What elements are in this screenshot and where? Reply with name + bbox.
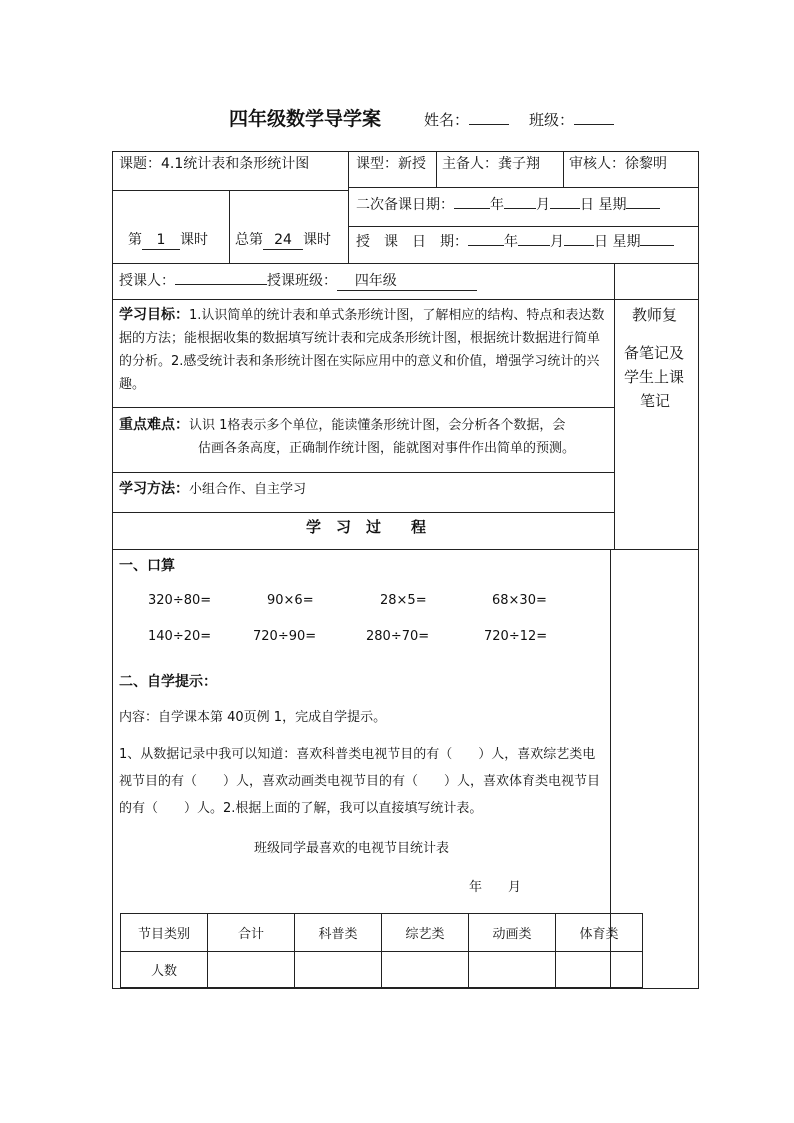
stat-header-animation: 动画类 [469,914,556,952]
process-title: 学 习 过 程 [306,518,427,536]
key-points-line-1 [119,416,565,435]
total-lesson-number [235,231,331,250]
teach-day-label: 日 [594,234,608,250]
lesson-number [128,231,208,250]
stat-table [120,913,643,988]
total-number-value[interactable]: 24 [263,231,303,250]
teach-year-label: 年 [504,234,518,250]
second-prep-date-label: 二次备课日期： [356,197,454,213]
section-2-content: 内容：自学课本第 40页例 1，完成自学提示。 [119,710,387,725]
stat-cell-science[interactable] [295,952,382,988]
day-label: 日 [580,197,594,213]
preparer-cell: 主备人：龚子翔 [442,156,540,172]
key-points-text-1: 认识 1格表示多个单位，能读懂条形统计图，会分析各个数据，会 [189,418,566,433]
stat-table-date: 年 月 [469,880,522,895]
learning-method [119,480,306,499]
class-taught-text: 四年级 [354,273,397,289]
calc-8: 720÷12= [484,629,548,644]
name-field [424,110,509,129]
lesson-prefix: 第 [128,232,142,248]
lesson-number-value[interactable]: 1 [142,231,180,250]
key-points-line-2: 估画各条高度，正确制作统计图，能就图对事件作出简单的预测。 [198,441,576,456]
learning-goals [119,304,609,396]
class-field [529,110,614,129]
goals-text: 1.认识简单的统计表和单式条形统计图，了解相应的结构、特点和表达数据的方法；能根据收集的数据填写统计表和完成条形统计图，根据统计数据进行简单的分析。2.感受统计表和条形统计图在实际应用中的意义和价值，增强学习统计的兴趣。 [119,308,605,392]
stat-row-label: 人数 [121,952,208,988]
lesson-suffix: 课时 [180,232,208,248]
calc-7: 280÷70= [366,629,430,644]
side-note-line-2: 备笔记及 [624,344,685,362]
teacher-label: 授课人： [119,273,175,289]
stat-cell-sports[interactable] [556,952,643,988]
teach-weekday-blank[interactable] [640,231,674,246]
teach-date-label: 授 课 日 期： [356,234,468,250]
question-1-line-3: 的有（ ）人。2.根据上面的了解，我可以直接填写统计表。 [119,801,483,816]
teach-date [356,231,674,251]
stat-cell-animation[interactable] [469,952,556,988]
class-taught-label: 授课班级： [267,273,337,289]
reviewer-cell: 审核人：徐黎明 [569,156,667,172]
key-points-label: 重点难点： [119,417,189,433]
teach-month-label: 月 [550,234,564,250]
lesson-type-cell: 课型：新授 [356,156,426,172]
side-note-line-3: 学生上课 [624,368,685,386]
teacher-row [119,270,477,291]
year-blank[interactable] [454,194,490,209]
weekday-blank[interactable] [626,194,660,209]
page-title: 四年级数学导学案 [229,108,382,130]
stat-cell-total[interactable] [208,952,295,988]
name-blank[interactable] [469,110,509,125]
stat-header-total: 合计 [208,914,295,952]
class-blank[interactable] [574,110,614,125]
question-1-line-1: 1、从数据记录中我可以知道：喜欢科普类电视节目的有（ ）人，喜欢综艺类电 [119,747,596,762]
total-prefix: 总第 [235,232,263,248]
method-text: 小组合作、自主学习 [189,482,307,497]
year-label: 年 [490,197,504,213]
question-1-line-2: 视节目的有（ ）人，喜欢动画类电视节目的有（ ）人，喜欢体育类电视节目 [119,774,601,789]
month-label: 月 [536,197,550,213]
teach-weekday-label: 星期 [612,234,641,250]
teach-month-blank[interactable] [518,231,550,246]
calc-3: 28×5= [380,593,427,608]
side-note-line-1: 教师复 [632,306,678,324]
class-taught-value[interactable] [337,272,477,291]
stat-table-title: 班级同学最喜欢的电视节目统计表 [254,841,450,856]
second-prep-date [356,194,660,214]
total-suffix: 课时 [303,232,331,248]
side-note-line-4: 笔记 [640,392,671,410]
teach-day-blank[interactable] [564,231,594,246]
calc-4: 68×30= [492,593,547,608]
teach-year-blank[interactable] [468,231,504,246]
section-1-title: 一、口算 [119,558,175,574]
weekday-label: 星期 [598,197,627,213]
class-label: 班级： [529,111,575,129]
calc-1: 320÷80= [148,593,212,608]
teacher-blank[interactable] [175,270,267,285]
stat-header-variety: 综艺类 [382,914,469,952]
month-blank[interactable] [504,194,536,209]
name-label: 姓名： [424,111,470,129]
section-2-title: 二、自学提示： [119,674,217,690]
topic-cell: 课题：4.1统计表和条形统计图 [119,156,310,172]
stat-header-sports: 体育类 [556,914,643,952]
stat-cell-variety[interactable] [382,952,469,988]
calc-6: 720÷90= [253,629,317,644]
calc-2: 90×6= [267,593,314,608]
day-blank[interactable] [550,194,580,209]
stat-header-science: 科普类 [295,914,382,952]
method-label: 学习方法： [119,481,189,497]
calc-5: 140÷20= [148,629,212,644]
goals-label: 学习目标： [119,307,189,323]
stat-header-category: 节目类别 [121,914,208,952]
